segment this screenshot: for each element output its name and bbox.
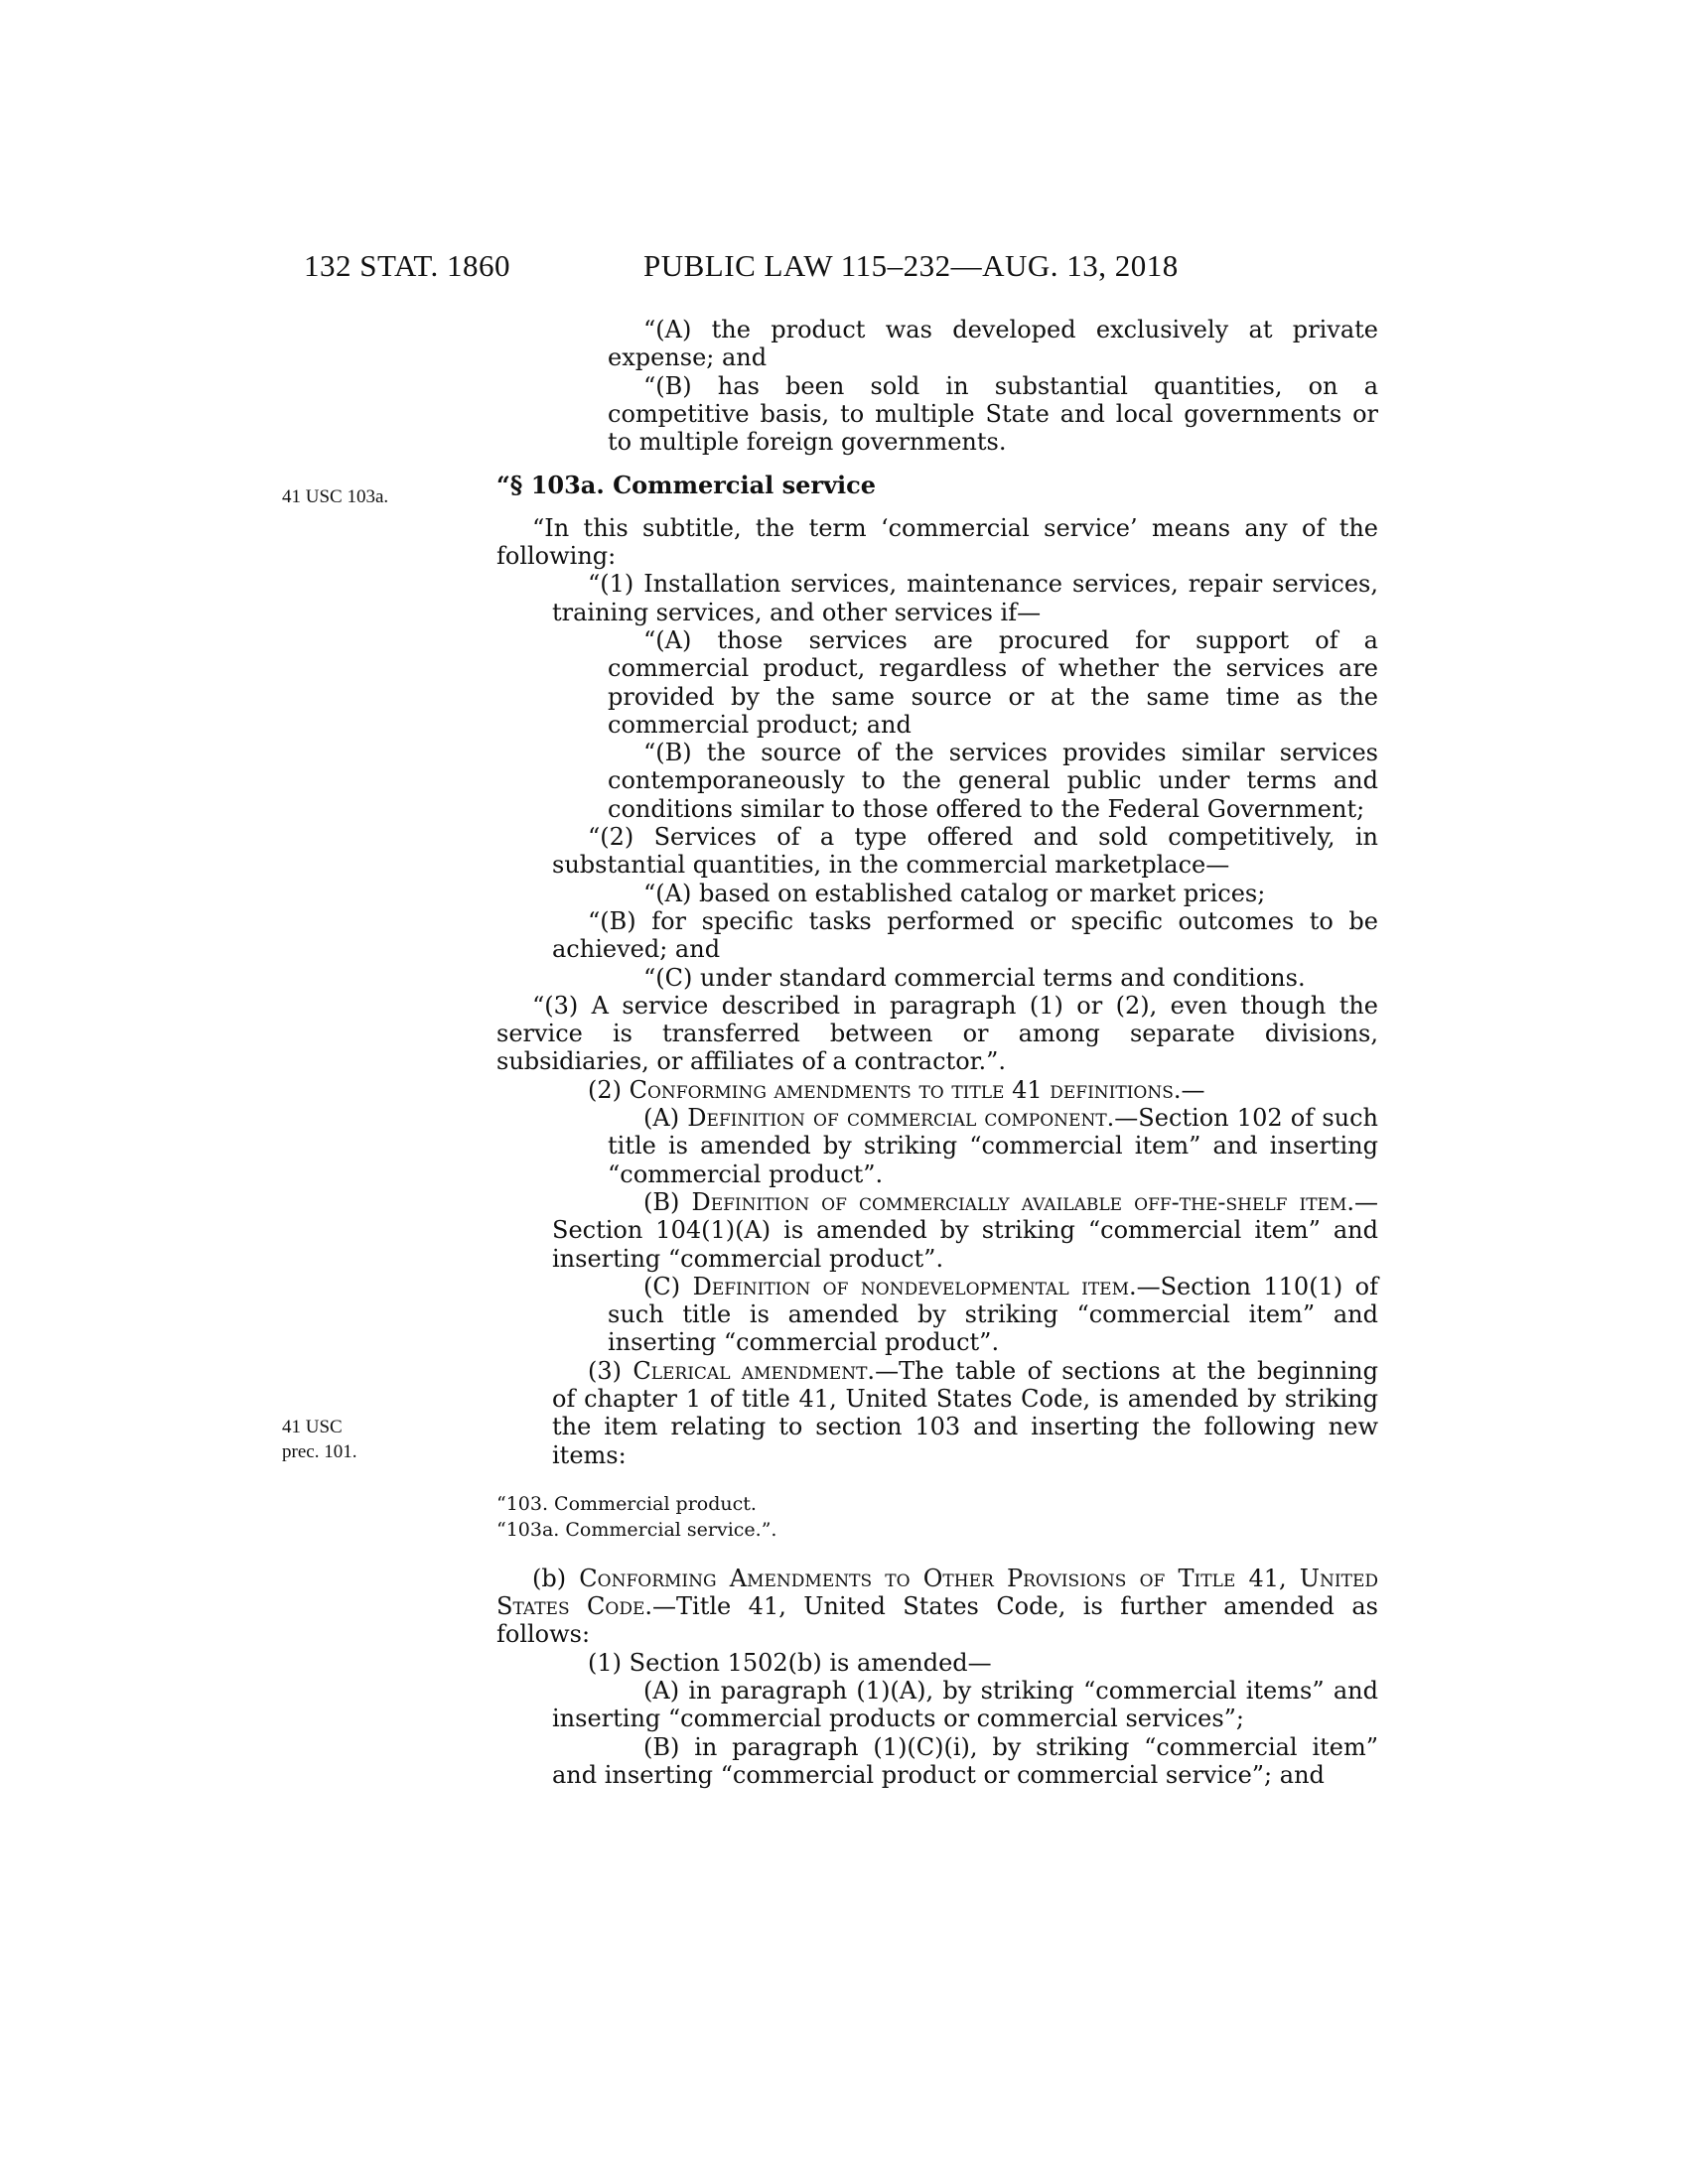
section-heading: “§ 103a. Commercial service [496,471,877,500]
running-header-title: PUBLIC LAW 115–232—AUG. 13, 2018 [643,248,1179,283]
page-stat-citation: 132 STAT. 1860 [304,248,511,283]
paragraph-3: “(3) A service described in paragraph (1) or (2), even though the service is transferred between or among separate divisions, subsidiaries, or affiliates of a contractor.”. [496,991,1378,1076]
toc-item: “103. Commercial product. [496,1492,757,1515]
definition-intro: “In this subtitle, the term ‘commercial service’ means any of the following: [496,513,1378,571]
amendment-a [496,1104,1378,1188]
para-heading: Definition of commercially available off-the-shelf item. [691,1187,1354,1216]
margin-note-usc-103a: 41 USC 103a. [282,486,389,507]
para-number: (A) [643,1104,688,1133]
paragraph-1: “(1) Installation services, maintenance services, repair services, training services, and other services if— [552,570,1378,626]
table-of-sections [496,1491,1378,1543]
clause-a-private-expense: “(A) the product was developed exclusively at private expense; and [608,316,1378,372]
paragraph-2-a: “(A) based on established catalog or market prices; [643,879,1266,907]
margin-note-line: 41 USC [282,1417,343,1437]
para-number: (2) [588,1075,630,1104]
para-number: (C) [643,1272,693,1300]
section-1502-a: (A) in paragraph (1)(A), by striking “commercial items” and inserting “commercial products or commercial services”; [552,1677,1378,1733]
para-text: —Section 102 of such title is amended by striking “commercial item” and inserting “commercial product”. [608,1104,1378,1188]
para-number: (b) [532,1564,580,1592]
clerical-amendment [496,1357,1378,1469]
paragraph-2: “(2) Services of a type offered and sold competitively, in substantial quantities, in the commercial marketplace— [552,823,1378,880]
paragraph-2-c: “(C) under standard commercial terms and conditions. [643,963,1306,992]
paragraph-1-b: “(B) the source of the services provides similar services contemporaneously to the general public under terms and conditions similar to those offered to the Federal Government; [608,739,1378,823]
margin-note-usc-prec-101 [282,1415,441,1464]
paragraph-1-a: “(A) those services are procured for support of a commercial product, regardless of whether the services are provided by the same source or at the same time as the commercial product; and [608,625,1378,739]
toc-item: “103a. Commercial service.”. [496,1518,777,1541]
para-heading: Conforming amendments to title 41 definitions. [629,1075,1182,1104]
amendment-b [496,1188,1378,1273]
para-heading: Conforming Amendments to Other Provisions of Title 41, United States Code. [496,1564,1378,1621]
subsection-b [496,1565,1378,1649]
amendment-c [496,1273,1378,1357]
para-text: —Title 41, United States Code, is further amended as follows: [496,1592,1378,1649]
para-heading: Definition of commercial component. [687,1104,1115,1133]
clause-b-sold-quantities: “(B) has been sold in substantial quantities, on a competitive basis, to multiple State and local governments or to multiple foreign governments. [608,371,1378,457]
para-text: —Section 104(1)(A) is amended by striking “commercial item” and inserting “commercial product”. [552,1187,1378,1273]
para-number: (B) [643,1187,692,1216]
para-number: (3) [588,1356,633,1385]
section-1502-amendment: (1) Section 1502(b) is amended— [588,1648,992,1677]
paragraph-2-b: “(B) for specific tasks performed or specific outcomes to be achieved; and [552,906,1378,964]
conforming-amendments-heading [496,1076,1378,1104]
para-text: —The table of sections at the beginning of chapter 1 of title 41, United States Code, is amended by striking the item relating to section 103 and inserting the following new items: [552,1356,1378,1469]
document-body [496,316,1378,1789]
para-heading: Definition of nondevelopmental item. [692,1272,1137,1300]
para-text: —Section 110(1) of such title is amended by striking “commercial item” and inserting “commercial product”. [608,1272,1379,1357]
para-dash: — [1181,1075,1205,1104]
margin-note-line: prec. 101. [282,1441,357,1462]
section-1502-b: (B) in paragraph (1)(C)(i), by striking “commercial item” and inserting “commercial product or commercial service”; and [552,1732,1378,1789]
para-heading: Clerical amendment. [633,1356,876,1385]
